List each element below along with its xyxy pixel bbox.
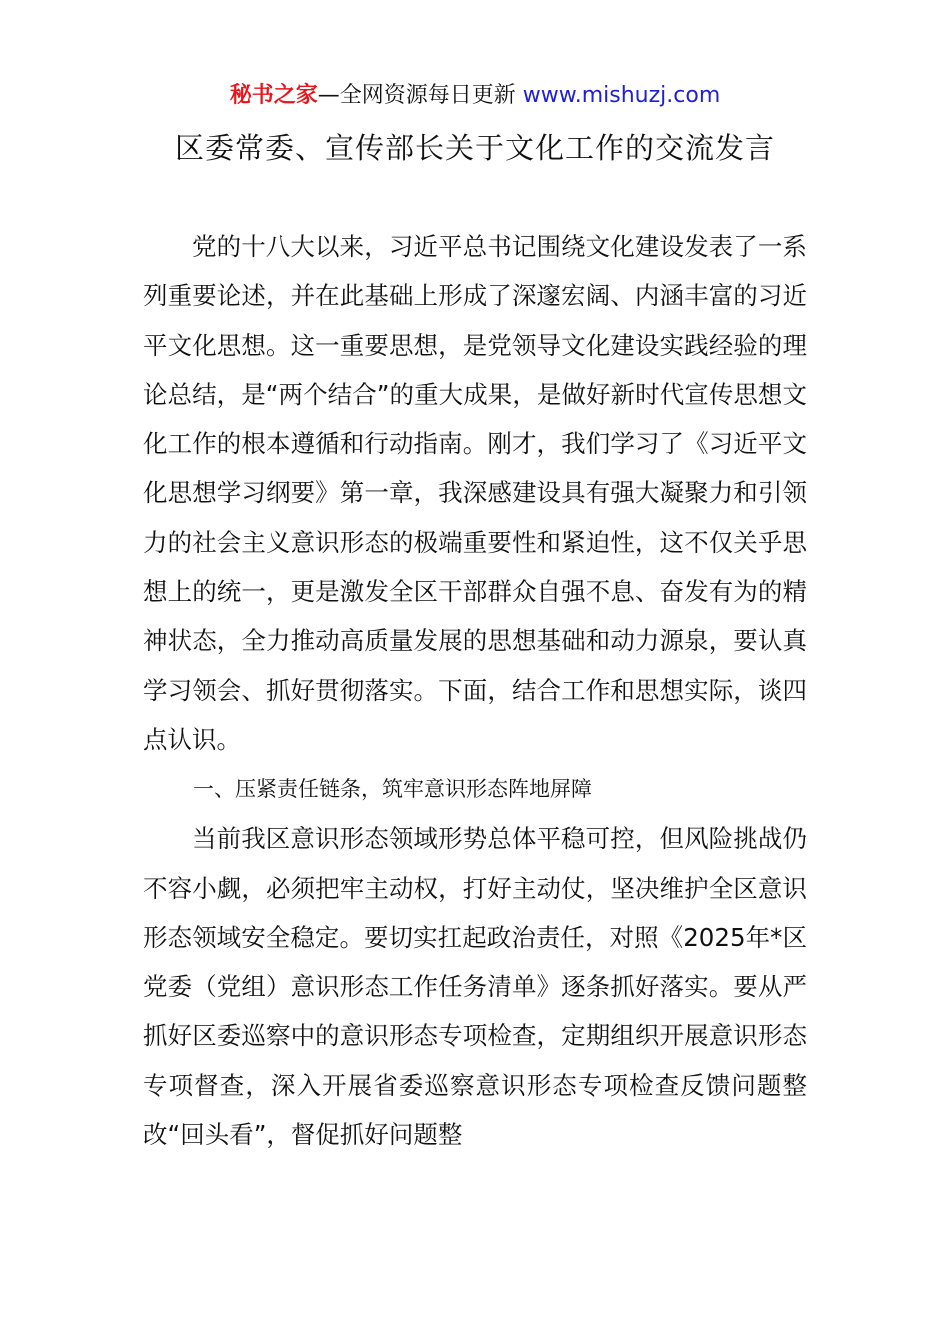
site-url-link[interactable]: www.mishuzj.com: [515, 83, 721, 108]
document-body: [143, 222, 807, 1159]
site-slogan: —全网资源每日更新: [317, 83, 516, 108]
section-paragraph: 当前我区意识形态领域形势总体平稳可控，但风险挑战仍不容小觑，必须把牢主动权，打好主动仗，坚决维护全区意识形态领域安全稳定。要切实扛起政治责任，对照《2025年*区党委（党组）意识形态工作任务清单》逐条抓好落实。要从严抓好区委巡察中的意识形态专项检查，定期组织开展意识形态专项督查，深入开展省委巡察意识形态专项检查反馈问题整改“回头看”，督促抓好问题整: [143, 824, 807, 1150]
section-heading: 一、压紧责任链条，筑牢意识形态阵地屏障: [193, 777, 592, 802]
document-title: 区委常委、宣传部长关于文化工作的交流发言: [174, 131, 775, 165]
intro-paragraph: 党的十八大以来，习近平总书记围绕文化建设发表了一系列重要论述，并在此基础上形成了深邃宏阔、内涵丰富的习近平文化思想。这一重要思想，是党领导文化建设实践经验的理论总结，是“两个结合”的重大成果，是做好新时代宣传思想文化工作的根本遵循和行动指南。刚才，我们学习了《习近平文化思想学习纲要》第一章，我深感建设具有强大凝聚力和引领力的社会主义意识形态的极端重要性和紧迫性，这不仅关乎思想上的统一，更是激发全区干部群众自强不息、奋发有为的精神状态，全力推动高质量发展的思想基础和动力源泉，要认真学习领会、抓好贯彻落实。下面，结合工作和思想实际，谈四点认识。: [143, 232, 807, 754]
site-header: [0, 78, 950, 114]
site-brand: 秘书之家: [229, 83, 318, 108]
